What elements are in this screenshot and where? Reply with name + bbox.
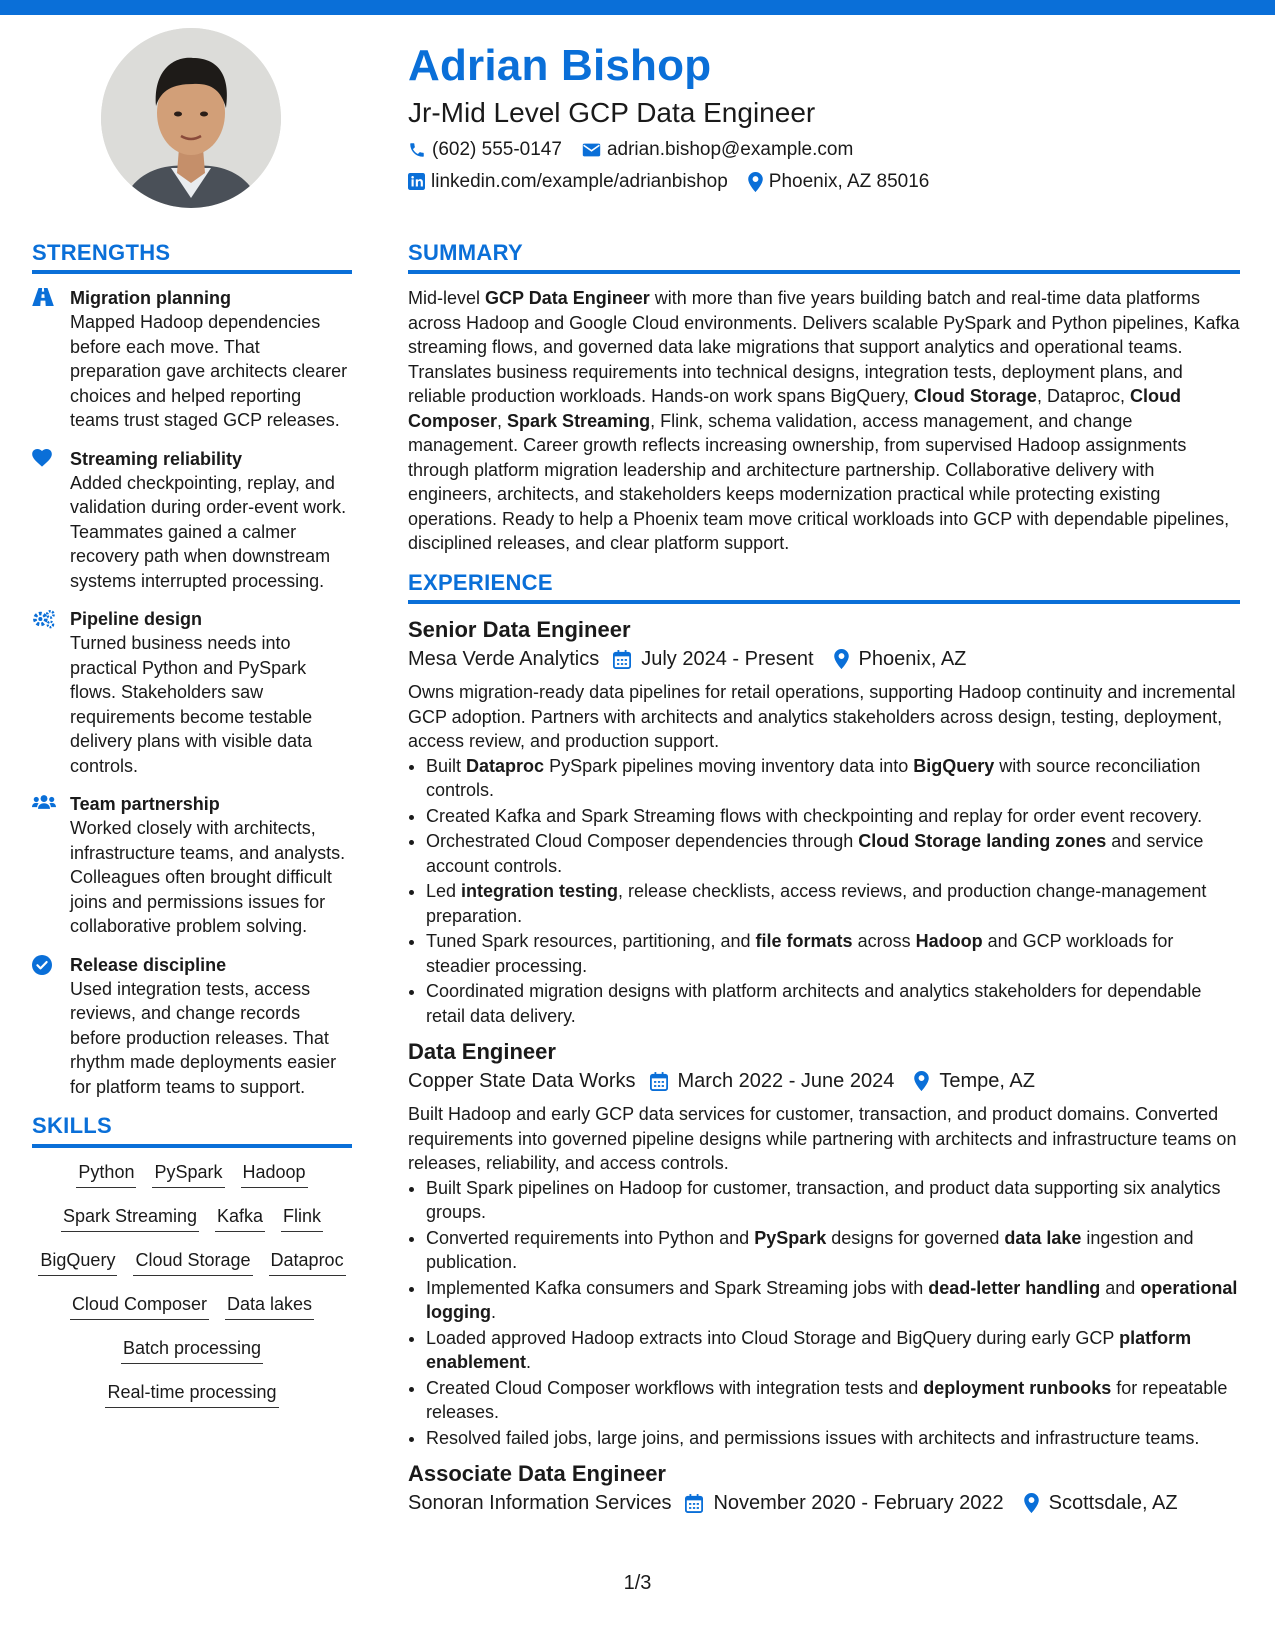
- bold-text: PySpark: [754, 1227, 827, 1248]
- phone-contact[interactable]: [408, 138, 562, 162]
- text-run: Built Spark pipelines on Hadoop for customer, transaction, and product data supporting six analytics groups.: [426, 1177, 1221, 1223]
- text-run: Tuned Spark resources, partitioning, and: [426, 931, 756, 952]
- text-run: .: [490, 1302, 496, 1323]
- skill-tag: Real-time processing: [105, 1380, 278, 1408]
- location-text: Phoenix, AZ 85016: [768, 170, 930, 192]
- text-run: Built: [426, 755, 467, 776]
- strength-title: Team partnership: [70, 794, 220, 815]
- skill-row: [32, 1204, 352, 1232]
- company-name: Copper State Data Works: [408, 1070, 636, 1093]
- map-pin-icon: [748, 172, 763, 192]
- job-meta: [408, 1066, 1240, 1096]
- page-number: 1/3: [623, 1572, 652, 1594]
- map-pin-icon: [914, 1071, 929, 1091]
- strength-title: Pipeline design: [70, 609, 203, 630]
- road-icon: [32, 286, 56, 433]
- strength-desc: Turned business needs into practical Python and PySpark flows. Stakeholders saw requirements become testable delivery plans with visible data controls.: [70, 633, 313, 776]
- text-run: designs for governed: [826, 1227, 1005, 1248]
- job-title: Data Engineer: [408, 1039, 556, 1065]
- strength-desc: Added checkpointing, replay, and validation during order-event work. Teammates gained a calmer recovery path when downstream systems interrupted processing.: [70, 472, 347, 591]
- text-run: , Flink, schema validation, access management, and change management. Career growth reflects increasing ownership, from supervised Hadoop assignments through platform migration leadership and architecture partnership. Collaborative delivery with engineers, architects, and stakeholders keeps modernization practical while protecting existing operations. Ready to help a Phoenix team move critical workloads into GCP with dependable pipelines, disciplined releases, and clear platform support.: [408, 410, 1230, 554]
- job-location: Phoenix, AZ: [858, 648, 967, 671]
- text-run: Resolved failed jobs, large joins, and permissions issues with architects and infrastructure teams.: [426, 1427, 1200, 1448]
- text-run: Led: [426, 881, 462, 902]
- text-run: with source reconciliation controls.: [426, 755, 1201, 801]
- top-accent-bar: [0, 0, 1275, 15]
- strength-item: [32, 792, 352, 939]
- map-pin-icon: [1024, 1493, 1039, 1513]
- bold-text: operational logging: [426, 1277, 1238, 1323]
- strength-title: Release discipline: [70, 954, 227, 975]
- check-circle-icon: [32, 953, 56, 1100]
- skill-tag: Dataproc: [269, 1248, 346, 1276]
- job-entry: [408, 616, 1240, 1028]
- skill-tag: Python: [76, 1160, 136, 1188]
- envelope-icon: [582, 142, 601, 158]
- strength-item: [32, 953, 352, 1100]
- job-bullet: [426, 1376, 1240, 1425]
- job-bullet: [426, 929, 1240, 978]
- text-run: for repeatable releases.: [426, 1377, 1228, 1423]
- skills-heading: SKILLS: [32, 1113, 352, 1147]
- bold-text: Spark Streaming: [507, 410, 651, 431]
- contact-row-1: [408, 138, 1228, 162]
- strengths-heading: STRENGTHS: [32, 240, 352, 274]
- skill-tag: Flink: [281, 1204, 323, 1232]
- text-run: , Dataproc,: [1036, 386, 1130, 407]
- bold-text: deployment runbooks: [923, 1377, 1112, 1398]
- job-bullet: [426, 754, 1240, 803]
- text-run: Created Cloud Composer workflows with integration tests and: [426, 1377, 924, 1398]
- experience-list: [408, 616, 1240, 1518]
- map-pin-icon: [834, 649, 849, 669]
- skill-tag: Spark Streaming: [61, 1204, 199, 1232]
- strength-desc: Mapped Hadoop dependencies before each move. That preparation gave architects clearer choices and helped reporting teams trust staged GCP releases.: [70, 312, 348, 431]
- job-bullet: [426, 879, 1240, 928]
- location-contact: [748, 170, 930, 194]
- text-run: Mid-level: [408, 288, 486, 309]
- text-run: with more than five years building batch and real-time data platforms across Hadoop and Google Cloud environments. Delivers scalable PySpark and Python pipelines, Kafka streaming flows, and governed data lake migrations that support analytics and operational teams. Translates business requirements into technical designs, integration tests, deployment plans, and reliable production workloads. Hands-on work spans BigQuery,: [408, 288, 1240, 407]
- text-run: and service account controls.: [426, 831, 1204, 876]
- job-meta: [408, 1488, 1240, 1518]
- text-run: PySpark pipelines moving inventory data into: [544, 755, 914, 776]
- text-run: across: [852, 931, 916, 952]
- calendar-icon: [650, 1072, 668, 1091]
- left-column: [32, 240, 352, 1424]
- company-name: Sonoran Information Services: [408, 1492, 672, 1515]
- skill-tag: Cloud Storage: [133, 1248, 252, 1276]
- skills-list: [32, 1160, 352, 1408]
- skill-tag: Kafka: [215, 1204, 265, 1232]
- strength-desc: Used integration tests, access reviews, and change records before production releases. That rhythm made deployments easier for platform teams to support.: [70, 978, 337, 1097]
- bold-text: GCP Data Engineer: [485, 288, 650, 309]
- skill-row: [32, 1336, 352, 1364]
- skill-row: [32, 1160, 352, 1188]
- bold-text: Hadoop: [915, 931, 983, 952]
- job-bullet: [426, 829, 1240, 878]
- linkedin-contact[interactable]: [408, 170, 728, 194]
- job-bullet: [426, 979, 1240, 1028]
- bold-text: data lake: [1004, 1227, 1082, 1248]
- email-contact[interactable]: [582, 138, 853, 162]
- job-title: Senior Data Engineer: [408, 617, 631, 643]
- bold-text: integration testing: [461, 881, 619, 902]
- linkedin-icon: [408, 173, 425, 190]
- text-run: Converted requirements into Python and: [426, 1227, 755, 1248]
- bold-text: dead-letter handling: [928, 1277, 1101, 1298]
- job-bullet: [426, 804, 1240, 829]
- job-bullet: [426, 1276, 1240, 1325]
- job-location: Tempe, AZ: [939, 1070, 1035, 1093]
- job-title: Associate Data Engineer: [408, 1461, 666, 1487]
- job-meta: [408, 644, 1240, 674]
- job-bullet: [426, 1326, 1240, 1375]
- bold-text: BigQuery: [913, 755, 995, 776]
- text-run: .: [526, 1352, 532, 1373]
- strength-item: [32, 607, 352, 778]
- bold-text: file formats: [755, 931, 853, 952]
- job-dates: November 2020 - February 2022: [713, 1492, 1004, 1515]
- job-entry: [408, 1038, 1240, 1450]
- strength-title: Migration planning: [70, 288, 231, 309]
- job-bullet: [426, 1176, 1240, 1225]
- text-run: Loaded approved Hadoop extracts into Cloud Storage and BigQuery during early GCP: [426, 1327, 1120, 1348]
- skill-row: [32, 1248, 352, 1276]
- strength-item: [32, 286, 352, 433]
- text-run: ,: [497, 410, 508, 431]
- bold-text: Cloud Composer: [408, 386, 1181, 431]
- text-run: Coordinated migration designs with platform architects and analytics stakeholders for dependable retail data delivery.: [426, 981, 1202, 1026]
- job-description: Owns migration-ready data pipelines for retail operations, supporting Hadoop continuity and incremental GCP adoption. Partners with architects and analytics stakeholders across design, testing, deployment, access review, and production support.: [408, 682, 1236, 752]
- phone-icon: [408, 141, 426, 159]
- bold-text: platform enablement: [426, 1327, 1192, 1373]
- job-bullet: [426, 1226, 1240, 1275]
- profile-photo: [101, 28, 281, 208]
- contact-row-2: [408, 170, 1228, 194]
- skill-tag: Hadoop: [241, 1160, 308, 1188]
- bold-text: Dataproc: [466, 755, 545, 776]
- job-bullet: [426, 1426, 1240, 1451]
- users-icon: [32, 792, 56, 939]
- job-entry: [408, 1460, 1240, 1518]
- summary-text: [408, 286, 1240, 556]
- job-dates: July 2024 - Present: [641, 648, 814, 671]
- email-text: adrian.bishop@example.com: [606, 138, 854, 160]
- bold-text: Cloud Storage landing zones: [858, 831, 1107, 852]
- job-description: Built Hadoop and early GCP data services for customer, transaction, and product domains. Converted requirements into governed pipeline designs while partnering with architects and infrastructure teams on releases, reliability, and access controls.: [408, 1104, 1237, 1174]
- candidate-role: Jr-Mid Level GCP Data Engineer: [408, 96, 816, 128]
- text-run: Implemented Kafka consumers and Spark Streaming jobs with: [426, 1277, 929, 1298]
- skill-tag: PySpark: [152, 1160, 224, 1188]
- text-run: Orchestrated Cloud Composer dependencies through: [426, 831, 859, 852]
- text-run: , release checklists, access reviews, and production change-management preparation.: [426, 881, 1207, 926]
- resume-header: [408, 40, 1228, 194]
- phone-text: (602) 555-0147: [432, 138, 562, 160]
- summary-heading: SUMMARY: [408, 240, 1240, 274]
- linkedin-text: linkedin.com/example/adrianbishop: [431, 170, 728, 192]
- calendar-icon: [685, 1494, 703, 1513]
- right-column: [408, 240, 1240, 1528]
- experience-heading: EXPERIENCE: [408, 570, 1240, 604]
- job-bullets: [408, 754, 1240, 1029]
- text-run: and GCP workloads for steadier processing.: [426, 931, 1174, 976]
- job-bullets: [408, 1176, 1240, 1451]
- text-run: and: [1100, 1277, 1141, 1298]
- calendar-icon: [613, 650, 631, 669]
- text-run: Created Kafka and Spark Streaming flows with checkpointing and replay for order event recovery.: [426, 805, 1203, 826]
- bold-text: Cloud Storage: [913, 386, 1037, 407]
- text-run: ingestion and publication.: [426, 1227, 1194, 1273]
- skill-row: [32, 1380, 352, 1408]
- strength-title: Streaming reliability: [70, 448, 243, 469]
- skill-tag: BigQuery: [38, 1248, 117, 1276]
- skill-tag: Batch processing: [121, 1336, 263, 1364]
- company-name: Mesa Verde Analytics: [408, 648, 600, 671]
- skill-tag: Cloud Composer: [70, 1292, 209, 1320]
- strength-item: [32, 447, 352, 594]
- job-dates: March 2022 - June 2024: [677, 1070, 895, 1093]
- job-location: Scottsdale, AZ: [1048, 1492, 1178, 1515]
- candidate-name: Adrian Bishop: [408, 41, 712, 90]
- gears-icon: [32, 607, 56, 778]
- skill-row: [32, 1292, 352, 1320]
- skill-tag: Data lakes: [225, 1292, 314, 1320]
- strength-desc: Worked closely with architects, infrastructure teams, and analysts. Colleagues often brought difficult joins and permissions issues for collaborative problem solving.: [70, 818, 346, 937]
- heart-icon: [32, 447, 56, 594]
